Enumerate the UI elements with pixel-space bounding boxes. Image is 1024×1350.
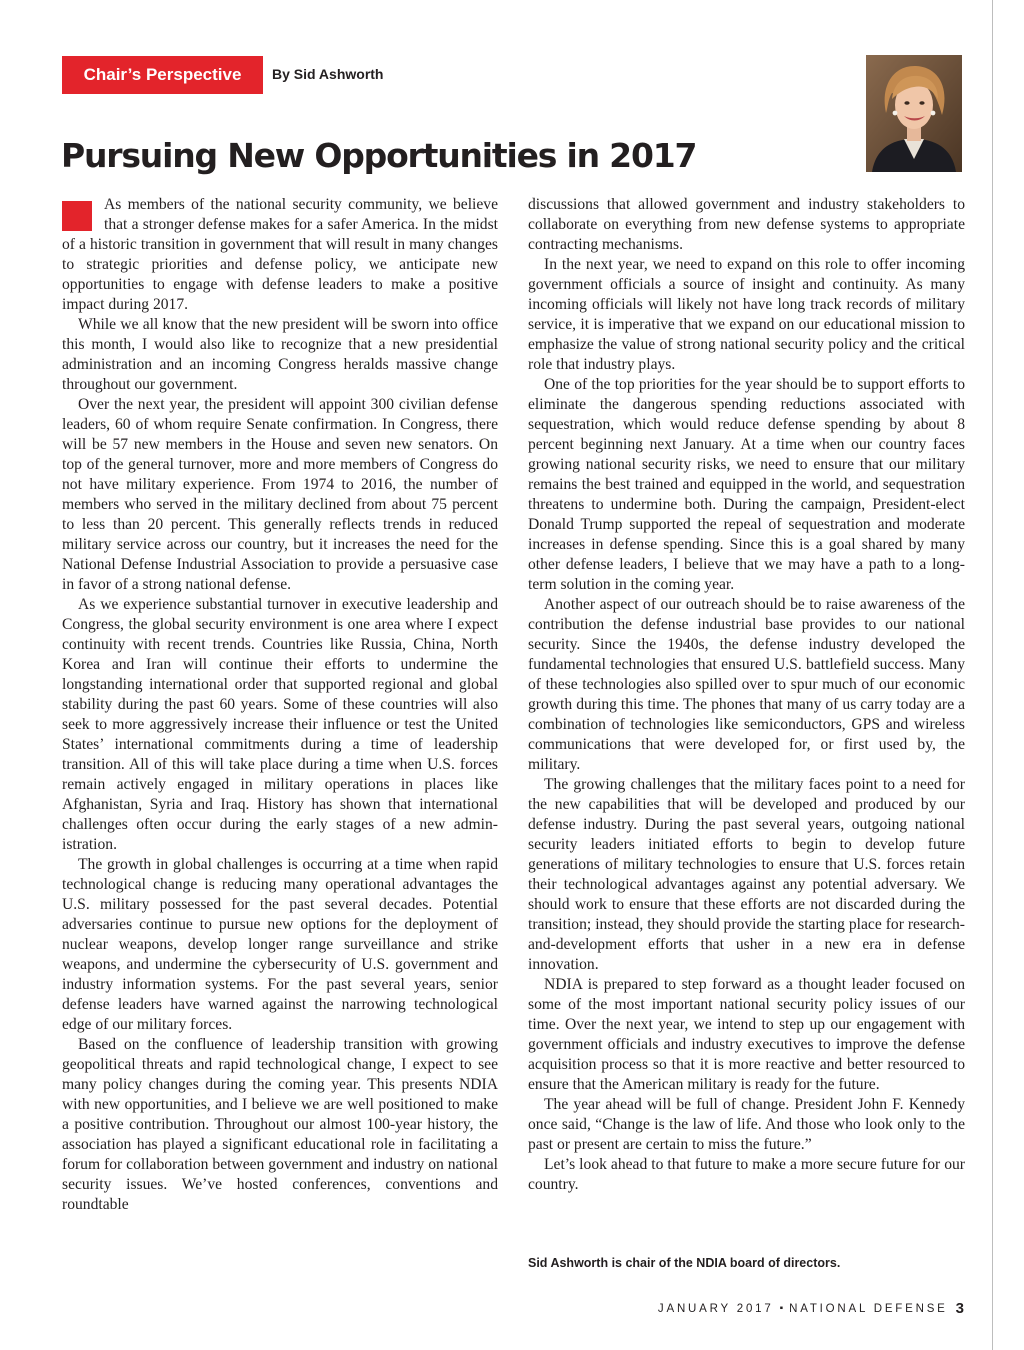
section-label: Chair’s Perspective bbox=[62, 56, 263, 94]
page-footer bbox=[658, 1300, 964, 1317]
article-paragraph: In the next year, we need to expand on this role to offer incoming government officials a source of insight and continuity. As many incoming officials will likely not have long track records of military service, it is imperative that we expand on our educational mission to emphasize the value of strong national security policy and the critical role that industry plays. bbox=[528, 256, 965, 373]
article-paragraph: As we experience substantial turnover in executive leadership and Congress, the global security environment is one area where I expect continuity with recent trends. Countries like Russia, China, North Korea and Iran will continue their efforts to undermine the longstanding international order that supported regional and global stability during the past 60 years. Some of these countries will also seek to more aggressively increase their influence or test the United States’ international commitments during a time of leadership transition. All of this will take place during a time when U.S. forces remain actively engaged in military operations in places like Afghanistan, Syria and Iraq. History has shown that international challenges often occur during the early stages of a new administration. bbox=[62, 596, 498, 853]
author-portrait bbox=[866, 55, 962, 172]
article-paragraph: While we all know that the new president will be sworn into office this month, I would also like to recognize that a new presidential administration and an incoming Congress heralds massive change throughout our government. bbox=[62, 316, 498, 393]
footer-issue-date: JANUARY 2017 bbox=[657, 1302, 774, 1315]
author-bio: Sid Ashworth is chair of the NDIA board of directors. bbox=[528, 1256, 841, 1270]
article-paragraph: The growing challenges that the military faces point to a need for the new capabilities that will be developed and produced by our defense industry. During the past several years, outgoing national security leaders initiated efforts to begin to develop future generations of military technologies to ensure that U.S. forces retain their technological advantages against any potential adversary. We should work to ensure that these efforts are not discarded during the transition; instead, they should provide the starting place for research-and-development efforts that usher in a new era in defense innovation. bbox=[528, 776, 965, 973]
page-edge-line bbox=[992, 0, 993, 1350]
drop-cap-block bbox=[62, 201, 92, 231]
byline: By Sid Ashworth bbox=[272, 66, 384, 82]
article-paragraph: Another aspect of our outreach should be to raise awareness of the contribution the defense industrial base provides to our national security. Since the 1940s, the defense industry developed the fundamental technologies that ensured U.S. battlefield success. Many of these technologies also spilled over to spur much of our economic growth during this time. The phones that many of us carry today are a combination of technologies like semiconductors, GPS and wireless communications that were developed for, or first used by, the military. bbox=[528, 596, 965, 773]
article-paragraph: One of the top priorities for the year should be to support efforts to eliminate the dangerous spending reductions associated with sequestration, which would reduce defense spending by about 8 percent beginning next January. At a time when our country faces growing national security risks, we need to ensure that our military remains the best trained and equipped in the world, and sequestration threatens to undermine both. During the campaign, President-elect Donald Trump supported the repeal of sequestration and moderate increases in defense spending. Since this is a goal shared by many other defense leaders, I believe that we may have a path to a long-term solution in the coming year. bbox=[528, 376, 965, 593]
article-paragraph: discussions that allowed government and industry stakeholders to collaborate on everything from new defense systems to appropriate contracting mechanisms. bbox=[528, 196, 965, 253]
page-number: 3 bbox=[955, 1300, 964, 1317]
article-paragraph: The growth in global challenges is occurring at a time when rapid technological change is reducing many operational advantages the U.S. military possessed for the past several decades. Potential adversaries continue to pursue new options for the deployment of nuclear weapons, develop longer range surveillance and strike weapons, and undermine the cybersecurity of U.S. government and industry information systems. For the past several years, senior defense leaders have warned against the narrowing technological edge of our military forces. bbox=[62, 856, 498, 1033]
paragraph-text: As members of the national security community, we believe that a stronger defense makes for a safer America. In the midst of a historic transition in government that will result in many changes to strategic priorities and defense policy, we anticipate new opportunities to engage with defense leaders to make a positive impact during 2017. bbox=[62, 196, 498, 313]
footer-publication-name: NATIONAL DEFENSE bbox=[789, 1302, 948, 1315]
article-title: Pursuing New Opportunities in 2017 bbox=[61, 136, 697, 175]
article-left-column bbox=[62, 195, 498, 1215]
author-portrait-image bbox=[866, 55, 962, 172]
article-paragraph: Over the next year, the president will appoint 300 civilian defense leaders, 60 of whom require Senate confirmation. In Congress, there will be 57 new members in the House and seven new senators. On top of the general turnover, more and more members of Congress do not have military experience. From 1974 to 2016, the number of members who served in the military declined from about 75 percent to less than 20 percent. This generally reflects trends in reduced military service across our country, but it increases the need for the National Defense Industrial Association to provide a persuasive case in favor of a strong national defense. bbox=[62, 396, 498, 593]
footer-separator: ▪ bbox=[779, 1303, 784, 1314]
article-paragraph bbox=[62, 195, 498, 315]
article-paragraph: The year ahead will be full of change. President John F. Kennedy once said, “Change is the law of life. And those who look only to the past or present are certain to miss the future.” bbox=[528, 1096, 965, 1153]
article-paragraph: Let’s look ahead to that future to make a more secure future for our country. bbox=[528, 1156, 965, 1193]
article-right-column bbox=[528, 195, 965, 1195]
article-paragraph: Based on the confluence of leadership transition with growing geopolitical threats and rapid technological change, I expect to see many policy changes during the coming year. This presents NDIA with new opportunities, and I believe we are well positioned to make a positive contribution. Throughout our almost 100-year history, the association has played a significant educational role in facilitating a forum for collaboration between government and industry on national security issues. We’ve hosted conferences, conventions and roundtable bbox=[62, 1036, 498, 1213]
article-paragraph: NDIA is prepared to step forward as a thought leader focused on some of the most important national security policy issues of our time. Over the next year, we intend to step up our engagement with government officials and industry executives to improve the defense acquisition process so that it is more reactive and better resourced to ensure that the American military is ready for the future. bbox=[528, 976, 965, 1093]
